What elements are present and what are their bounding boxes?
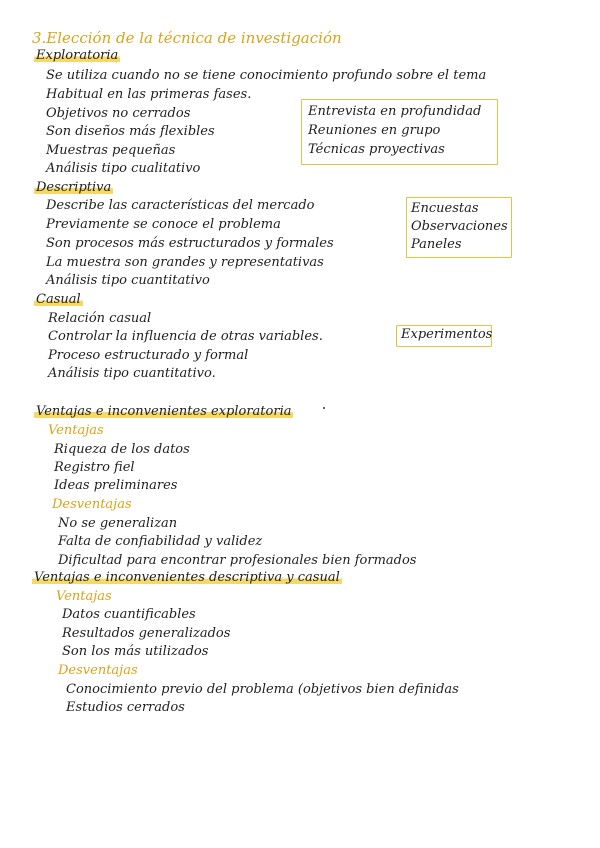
heading-descriptiva: Descriptiva <box>36 180 112 195</box>
ventaja-desc-2: Resultados generalizados <box>62 626 231 641</box>
label-desventajas-exploratoria: Desventajas <box>52 497 132 512</box>
technique-observaciones: Observaciones <box>411 219 508 234</box>
casual-line-2: Controlar la influencia de otras variables. <box>48 329 323 344</box>
casual-line-3: Proceso estructurado y formal <box>48 348 249 363</box>
technique-experimentos: Experimentos <box>401 327 493 342</box>
ventaja-exp-1: Riqueza de los datos <box>54 442 190 457</box>
descriptiva-line-2: Previamente se conoce el problema <box>46 217 281 232</box>
desventaja-exp-2: Falta de confiabilidad y validez <box>58 534 263 549</box>
label-ventajas-exploratoria: Ventajas <box>48 423 104 438</box>
label-desventajas-descriptiva: Desventajas <box>58 663 138 678</box>
descriptiva-techniques-box <box>406 197 512 258</box>
exploratoria-line-5: Muestras pequeñas <box>46 143 176 158</box>
technique-entrevista: Entrevista en profundidad <box>308 104 482 119</box>
technique-paneles: Paneles <box>411 237 462 252</box>
casual-techniques-box <box>396 325 492 347</box>
casual-line-1: Relación casual <box>48 311 152 326</box>
heading-exploratoria: Exploratoria <box>36 48 119 63</box>
technique-reuniones: Reuniones en grupo <box>308 123 441 138</box>
exploratoria-line-4: Son diseños más flexibles <box>46 124 215 139</box>
descriptiva-line-5: Análisis tipo cuantitativo <box>46 273 210 288</box>
heading-casual: Casual <box>36 292 81 307</box>
desventaja-desc-2: Estudios cerrados <box>66 700 185 715</box>
ventaja-exp-2: Registro fiel <box>54 460 135 475</box>
page-title: 3.Elección de la técnica de investigación <box>32 29 342 47</box>
heading-ventajas-exploratoria: Ventajas e inconvenientes exploratoria <box>36 404 292 419</box>
descriptiva-line-4: La muestra son grandes y representativas <box>46 255 324 270</box>
ventaja-desc-3: Son los más utilizados <box>62 644 209 659</box>
desventaja-exp-1: No se generalizan <box>58 516 178 531</box>
heading-ventajas-descriptiva: Ventajas e inconvenientes descriptiva y casual <box>34 570 340 585</box>
exploratoria-line-2: Habitual en las primeras fases. <box>46 87 252 102</box>
exploratoria-line-3: Objetivos no cerrados <box>46 106 191 121</box>
technique-proyectivas: Técnicas proyectivas <box>308 142 445 157</box>
label-ventajas-descriptiva: Ventajas <box>56 589 112 604</box>
desventaja-desc-1: Conocimiento previo del problema (objetivos bien definidas <box>66 682 459 697</box>
descriptiva-line-3: Son procesos más estructurados y formales <box>46 236 334 251</box>
ventaja-desc-1: Datos cuantificables <box>62 607 196 622</box>
exploratoria-line-6: Análisis tipo cualitativo <box>46 161 201 176</box>
descriptiva-line-1: Describe las características del mercado <box>46 198 315 213</box>
desventaja-exp-3: Dificultad para encontrar profesionales bien formados <box>58 553 417 568</box>
technique-encuestas: Encuestas <box>411 201 479 216</box>
stray-dot <box>323 407 325 409</box>
ventaja-exp-3: Ideas preliminares <box>54 478 178 493</box>
exploratoria-techniques-box <box>301 99 498 165</box>
casual-line-4: Análisis tipo cuantitativo. <box>48 366 216 381</box>
exploratoria-line-1: Se utiliza cuando no se tiene conocimiento profundo sobre el tema <box>46 68 487 83</box>
